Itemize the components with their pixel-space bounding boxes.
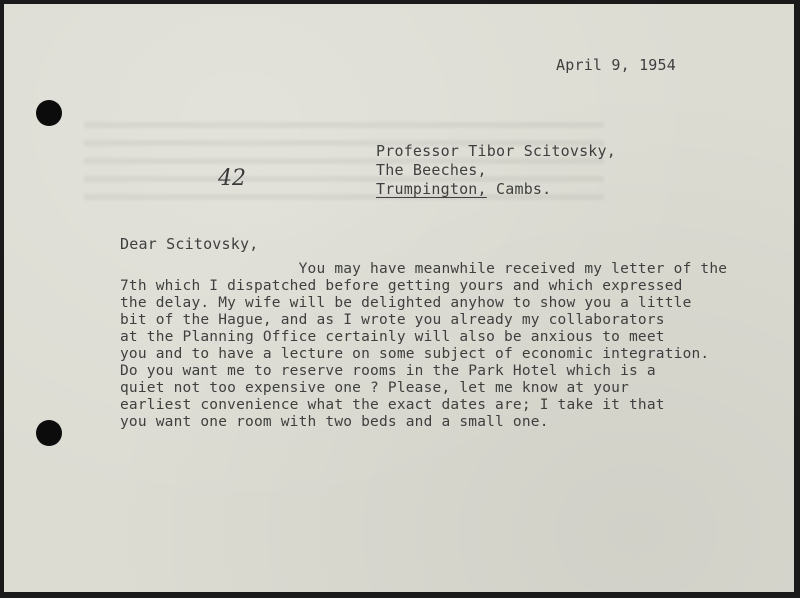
- letter-date: April 9, 1954: [556, 56, 676, 74]
- reverse-side-bleed-through: [84, 122, 604, 212]
- handwritten-annotation: 42: [218, 166, 246, 191]
- recipient-name: Professor Tibor Scitovsky,: [376, 142, 616, 160]
- recipient-county: Cambs.: [486, 180, 552, 198]
- body-line: Do you want me to reserve rooms in the Park Hotel which is a: [120, 363, 656, 379]
- body-line: 7th which I dispatched before getting yours and which expressed: [120, 278, 683, 294]
- body-line: earliest convenience what the exact dates are; I take it that: [120, 397, 665, 413]
- punch-hole-top: [36, 100, 62, 126]
- recipient-address-line: The Beeches,: [376, 161, 487, 179]
- punch-hole-bottom: [36, 420, 62, 446]
- salutation: Dear Scitovsky,: [120, 235, 259, 253]
- body-line: You may have meanwhile received my letter of the: [120, 261, 728, 277]
- body-line: at the Planning Office certainly will also be anxious to meet: [120, 329, 665, 345]
- body-line: you want one room with two beds and a small one.: [120, 414, 549, 430]
- body-line: quiet not too expensive one ? Please, let me know at your: [120, 380, 629, 396]
- body-line: you and to have a lecture on some subject of economic integration.: [120, 346, 710, 362]
- body-line: the delay. My wife will be delighted anyhow to show you a little: [120, 295, 692, 311]
- recipient-town-line: [376, 180, 551, 198]
- body-line: bit of the Hague, and as I wrote you already my collaborators: [120, 312, 665, 328]
- recipient-town: Trumpington,: [376, 180, 487, 198]
- letter-page: [4, 4, 794, 592]
